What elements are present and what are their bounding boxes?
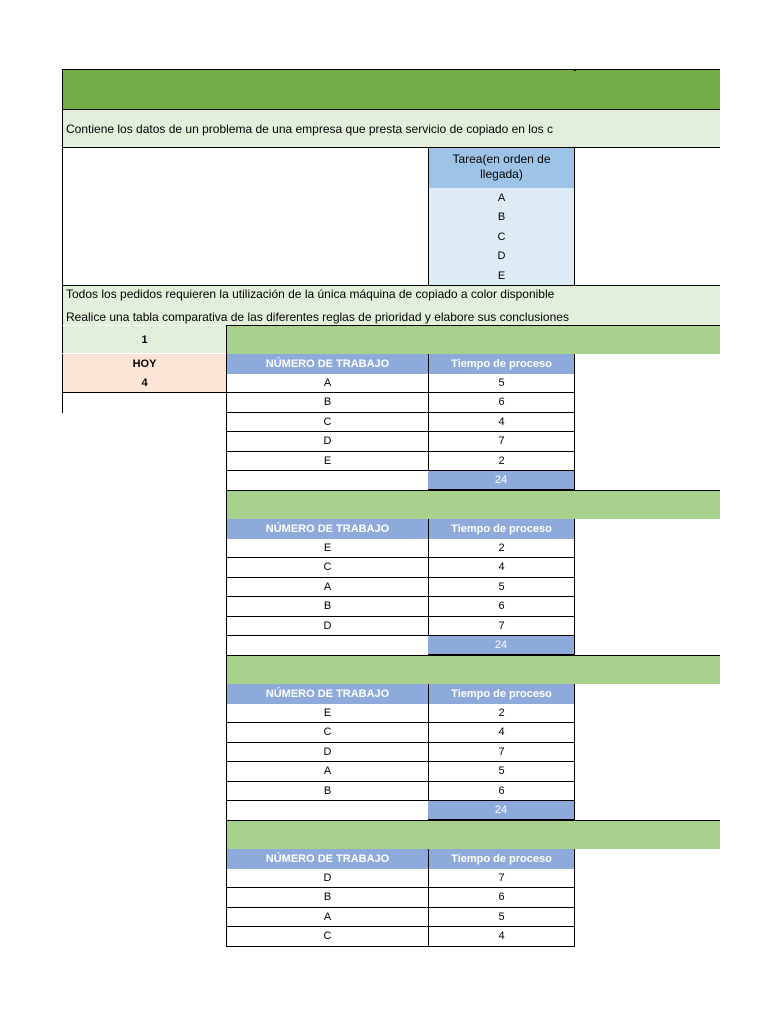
time-cell: 7 xyxy=(428,743,575,763)
title-band-split xyxy=(574,69,576,71)
time-cell: 6 xyxy=(428,888,575,908)
arrival-header-line1: Tarea(en orden de xyxy=(452,152,551,166)
job-cell: A xyxy=(226,578,428,598)
job-cell: D xyxy=(226,617,428,637)
rule-band xyxy=(226,655,720,684)
time-cell: 4 xyxy=(428,413,575,433)
job-cell: C xyxy=(226,558,428,578)
arrival-task-c: C xyxy=(497,230,506,243)
time-cell: 5 xyxy=(428,374,575,394)
time-cell: 2 xyxy=(428,704,575,724)
job-cell: B xyxy=(226,597,428,617)
col-header-time: Tiempo de proceso xyxy=(428,684,575,704)
col-header-job: NÚMERO DE TRABAJO xyxy=(226,354,428,374)
side-line xyxy=(62,393,63,413)
intro-text-clip xyxy=(64,110,574,148)
job-cell: E xyxy=(226,539,428,559)
note-line2: Realice una tabla comparativa de las diferentes reglas de prioridad y elabore sus conclusiones xyxy=(66,310,569,324)
arrival-task-b: B xyxy=(497,210,506,223)
job-cell: B xyxy=(226,888,428,908)
arrival-task-e: E xyxy=(497,269,506,282)
col-header-job: NÚMERO DE TRABAJO xyxy=(226,684,428,704)
job-cell: A xyxy=(226,762,428,782)
left-border-block xyxy=(62,148,63,285)
total-blank xyxy=(226,471,428,491)
time-cell: 7 xyxy=(428,617,575,637)
job-cell: D xyxy=(226,432,428,452)
col-header-job: NÚMERO DE TRABAJO xyxy=(226,849,428,869)
time-cell: 2 xyxy=(428,452,575,472)
time-cell: 4 xyxy=(428,723,575,743)
today-value: 4 xyxy=(62,373,226,393)
time-cell: 2 xyxy=(428,539,575,559)
title-band xyxy=(62,69,720,110)
col-header-time: Tiempo de proceso xyxy=(428,849,575,869)
time-cell: 6 xyxy=(428,782,575,802)
note-line2-clip xyxy=(64,306,574,325)
time-cell: 5 xyxy=(428,762,575,782)
time-cell: 4 xyxy=(428,927,575,947)
time-cell: 6 xyxy=(428,597,575,617)
job-cell: C xyxy=(226,413,428,433)
col-header-job: NÚMERO DE TRABAJO xyxy=(226,519,428,539)
job-cell: E xyxy=(226,452,428,472)
job-cell: C xyxy=(226,723,428,743)
time-cell: 5 xyxy=(428,908,575,928)
time-cell: 4 xyxy=(428,558,575,578)
time-cell: 5 xyxy=(428,578,575,598)
total-blank xyxy=(226,636,428,656)
arrival-task-a: A xyxy=(497,191,506,204)
total-cell: 24 xyxy=(428,471,575,491)
time-cell: 7 xyxy=(428,432,575,452)
intro-text: Contiene los datos de un problema de una empresa que presta servicio de copiado en los c xyxy=(66,122,553,136)
time-cell: 7 xyxy=(428,869,575,889)
job-cell: B xyxy=(226,782,428,802)
total-cell: 24 xyxy=(428,636,575,656)
col-header-time: Tiempo de proceso xyxy=(428,354,575,374)
total-cell: 24 xyxy=(428,801,575,821)
job-cell: C xyxy=(226,927,428,947)
job-cell: E xyxy=(226,704,428,724)
job-cell: D xyxy=(226,869,428,889)
col-header-time: Tiempo de proceso xyxy=(428,519,575,539)
rule-band xyxy=(226,490,720,519)
job-cell: A xyxy=(226,374,428,394)
rule-band xyxy=(226,325,720,354)
job-cell: B xyxy=(226,393,428,413)
arrival-task-d: D xyxy=(497,249,506,262)
job-cell: A xyxy=(226,908,428,928)
total-blank xyxy=(226,801,428,821)
note-line1: Todos los pedidos requieren la utilización de la única máquina de copiado a color disponible xyxy=(66,287,555,301)
arrival-header-line2: llegada) xyxy=(480,167,523,181)
note-line1-clip xyxy=(64,285,574,305)
rule-band xyxy=(226,820,720,849)
side-index: 1 xyxy=(62,325,226,353)
time-cell: 6 xyxy=(428,393,575,413)
today-label: HOY xyxy=(62,354,226,373)
job-cell: D xyxy=(226,743,428,763)
